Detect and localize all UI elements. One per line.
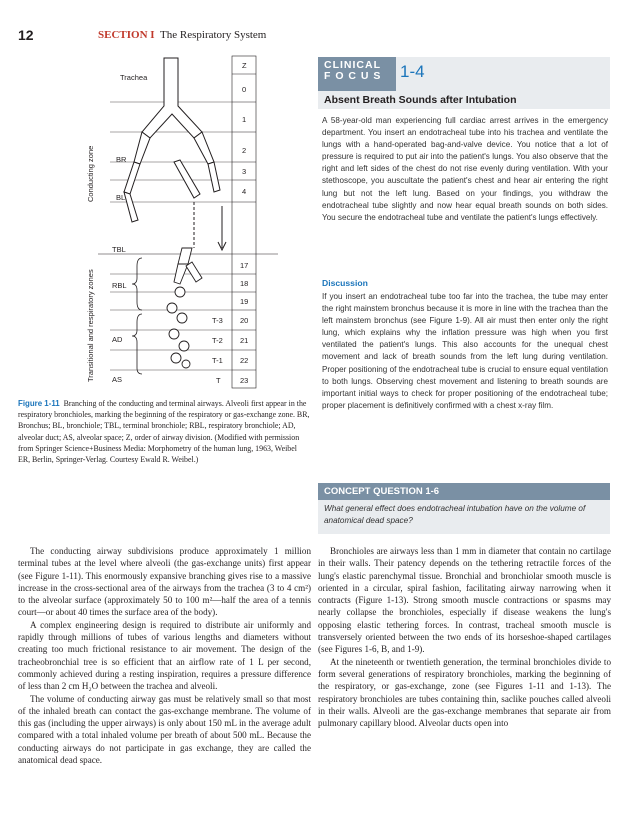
gen-20: 20 <box>240 316 249 325</box>
page-header <box>18 27 618 45</box>
right-paragraph-1: Bronchioles are airways less than 1 mm in diameter that contain no cartilage in their walls. Their patency depends on the tethering retractile forces of the lung's elastic parenchymal tissue. Bronchial and bronchiolar smooth muscle is oriented in a circular, spiral fashion, facilitating airway narrowing when it contracts (Figure 1-13). Strong smooth muscle contractions or spasms may nearly collapse the bronchioles, especially if disease weakens the lung's opposing elastic tethering forces. In contrast, tracheal smooth muscle is transversely oriented between the two ends of its horseshoe-shaped cartilages (see Figures 1-6, B, and 1-9). <box>318 546 611 655</box>
page-number: 12 <box>18 27 34 43</box>
bronchus-label: BR <box>116 155 127 164</box>
t-1-label: T-1 <box>212 356 223 365</box>
gen-17: 17 <box>240 261 249 270</box>
concept-question-heading: CONCEPT QUESTION 1-6 <box>318 483 610 500</box>
gen-19: 19 <box>240 297 249 306</box>
gen-21: 21 <box>240 336 249 345</box>
discussion-heading: Discussion <box>322 278 368 288</box>
transitional-zone-label: Transitional and respiratory zones <box>86 269 95 382</box>
caption-text: Branching of the conducting and terminal airways. Alveoli first appear in the respiratory bronchioles, marking the beginning of the respiratory or gas-exchange zone. BR, Bronchus; BL, bronchiole; TBL, terminal bronchiole; RBL, respiratory bronchiole; AD, alveolar duct; AS, alveolar space; Z, order of airway division. (Modified with permission from Springer Science+Business Media: Morphometry of the human lung, 1963, Weibel ER, Berlin, Springer-Verlag. Courtesy Ewald R. Weibel.) <box>18 399 310 465</box>
running-head <box>98 29 266 41</box>
alveolar-space-label: AS <box>112 375 123 384</box>
t-2-label: T-2 <box>212 336 223 345</box>
gen-1: 1 <box>242 115 247 124</box>
gen-4: 4 <box>242 187 247 196</box>
t-3-label: T-3 <box>212 316 223 325</box>
left-paragraph-2: A complex engineering design is required to distribute air uniformly and rapidly through millions of tubes of various lengths and diameters without creating too much frictional resistance to air movement. The design of the tracheobronchial tree is so efficient that an airflow rate of 1 L per second, commonly achieved during a resting inspiration, requires a pressure difference of less than 2 cm H₂O between the trachea and alveoli. <box>18 619 311 692</box>
left-paragraph-1: The conducting airway subdivisions produce approximately 1 million terminal tubes at the level where alveoli (the gas-exchange units) first appear (see Figure 1-11). This enormously expansive branching gives rise to a massive increase in the cross-sectional area of the airways from the trachea (3 to 4 cm²) to the alveolar surface (approximately 50 to 100 m²—half the area of a tennis court—or about 40 times the surface area of the body). <box>18 546 311 618</box>
alveolar-duct-label: AD <box>112 335 123 344</box>
section-title: The Respiratory System <box>160 29 267 41</box>
gen-23: 23 <box>240 376 249 385</box>
section-label: SECTION I <box>98 29 155 41</box>
right-paragraph-2: At the nineteenth or twentieth generation, the terminal bronchioles divide to form several generations of respiratory bronchioles, marking the beginning of the respiratory, or gas-exchange, zone (see Figures 1-11 and 1-13). The respiratory bronchioles are tubes containing thin, saclike pouches called alveoli in their walls. Alveoli are the gas-exchange membranes that separate air from pulmonary capillary blood. Alveolar ducts open into <box>318 656 611 729</box>
t-label: T <box>216 376 221 385</box>
terminal-bronchiole-label: TBL <box>112 245 126 254</box>
discussion-body: If you insert an endotracheal tube too far into the trachea, the tube may enter the right mainstem bronchus because it is more in line with the trachea than the left mainstem bronchus (see Figure 1-9). All air must then enter only the right lung, which explains why the inflation pressure was high when you first ventilated the patient's lungs. This also accounts for the unequal chest movement and lack of breath sounds from the left lung during ventilation. Proper positioning of the endotracheal tube is crucial to ensure equal ventilation to both lungs. Observing chest movement and listening to breath sounds are important initial ways to check for proper positioning of the endotracheal tube; proper placement is definitively confirmed with a chest x-ray film. <box>322 292 608 410</box>
concept-question-text: What general effect does endotracheal intubation have on the volume of anatomical dead space? <box>318 500 610 534</box>
gen-22: 22 <box>240 356 249 365</box>
clinical-focus-header <box>318 57 610 109</box>
badge-line-1: CLINICAL <box>324 59 381 71</box>
figure-label: Figure 1-11 <box>18 399 60 408</box>
left-paragraph-3: The volume of conducting airway gas must be relatively small so that most of the inhaled breath can contact the gas-exchange membrane. The volume of this gas (including the upper airways) is only about 150 mL in the average adult compared with a total inhaled volume per breath of about 500 mL. Because the conducting airways do not participate in gas exchange, they are called the anatomical dead space. <box>18 693 311 766</box>
clinical-focus-number: 1-4 <box>400 62 425 81</box>
clinical-focus-title: Absent Breath Sounds after Intubation <box>324 94 517 106</box>
gen-18: 18 <box>240 279 249 288</box>
gen-0: 0 <box>242 85 247 94</box>
conducting-zone-label: Conducting zone <box>86 145 95 202</box>
clinical-focus-body: A 58-year-old man experiencing full cardiac arrest arrives in the emergency department. You insert an endotracheal tube into his trachea and ventilate the lungs with a hand-operated bag-and-valve device. You notice that a lot of pressure is required to put air into the patient's lungs. You also observe that the right and left sides of the chest do not rise evenly during ventilation. With your stethoscope, you auscultate the patient's chest and hear air entering the right lung but not the left lung. Based on your findings, you withdraw the endotracheal tube slightly and now hear equal breath sounds on both sides. You secure the endotracheal tube and ventilate the patient's lungs effectively. <box>322 116 608 222</box>
trachea-label: Trachea <box>120 73 148 82</box>
right-column-text <box>318 545 611 729</box>
airway-branching-figure <box>82 52 278 392</box>
bronchiole-label: BL <box>116 193 126 202</box>
bronchial-tree <box>124 58 220 222</box>
z-header: Z <box>242 61 247 70</box>
gen-3: 3 <box>242 167 247 176</box>
gen-2: 2 <box>242 146 247 155</box>
clinical-focus-badge <box>318 57 396 91</box>
left-column-text <box>18 545 311 766</box>
respiratory-bronchiole-label: RBL <box>112 281 127 290</box>
airway-diagram <box>82 52 278 392</box>
figure-caption <box>18 398 310 465</box>
badge-line-2: F O C U S <box>324 70 382 82</box>
